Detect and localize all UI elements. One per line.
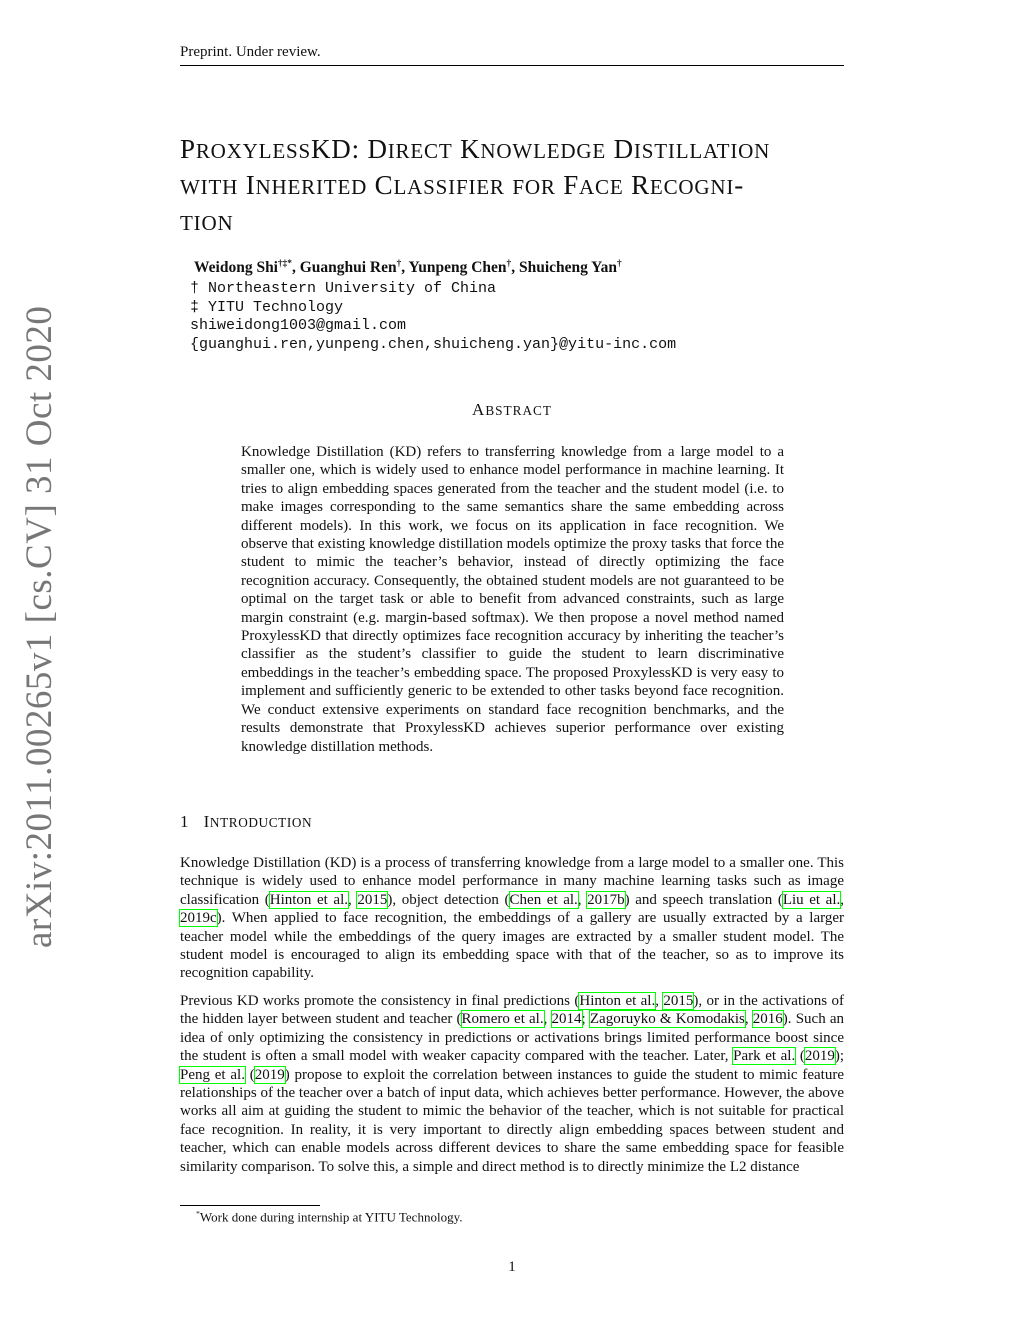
citation-year-link[interactable]: 2015 <box>357 891 388 908</box>
author-2: Guanghui Ren <box>299 259 397 277</box>
author-list: Weidong Shi†‡*, Guanghui Ren†, Yunpeng Chen†, Shuicheng Yan† <box>194 259 622 277</box>
abstract-body: Knowledge Distillation (KD) refers to transferring knowledge from a large model to a smaller one, which is widely used to enhance model performance in machine learning. It tries to align embedding spaces generated from the teacher and the student model (i.e. to make images corresponding to the same semantics share the same embedding across different models). In this work, we focus on its application in face recognition. We observe that existing knowledge distillation models optimize the proxy tasks that force the student to mimic the teacher’s behavior, instead of directly optimizing the face recognition accuracy. Consequently, the obtained student models are not guaranteed to be optimal on the target task or able to benefit from advanced constraints, such as large margin constraint (e.g. margin-based softmax). We then propose a novel method named ProxylessKD that directly optimizes face recognition accuracy by inheriting the teacher’s classifier as the student’s classifier to guide the student to learn discriminative embeddings in the teacher’s embedding space. The proposed ProxylessKD is very easy to implement and sufficiently generic to be extended to other tasks beyond face recognition. We conduct extensive experiments on standard face recognition benchmarks, and the results demonstrate that ProxylessKD achieves superior performance over existing knowledge distillation methods. <box>241 444 784 755</box>
running-header: Preprint. Under review. <box>180 44 321 60</box>
text-run: ; <box>581 1011 590 1028</box>
author-1: Weidong Shi <box>194 259 278 277</box>
footnote-mark: * <box>196 1209 200 1218</box>
text-run: Previous KD works promote the consistency in final predictions ( <box>180 993 580 1009</box>
citation-link[interactable]: Hinton et al. <box>269 891 348 908</box>
title-line-2: WITH INHERITED CLASSIFIER FOR FACE RECOGNI- <box>180 170 745 200</box>
affiliation-1: † Northeastern University of China <box>190 280 497 297</box>
author-3-mark: † <box>506 259 512 269</box>
text-run: ), or in the activations of the hidden layer between student and teacher ( <box>180 993 844 1028</box>
citation-link[interactable]: Park et al. <box>733 1048 796 1065</box>
affiliations <box>190 280 676 354</box>
text-run: propose to exploit the correlation between instances to guide the student to mimic feature relationships of the teacher over a batch of input data, which achieves better performance. However, the above works all aim at guiding the student to mimic the behavior of the teacher, which is not suitable for practical face recognition. In reality, it is very important to directly align embedding spaces between student and teacher, which can enable models across different devices to share the same embedding space for feasible similarity comparison. To solve this, a simple and direct method is to directly minimize the L2 distance <box>180 1066 845 1175</box>
author-4-mark: † <box>617 259 622 269</box>
title-line-1: PROXYLESSKD: DIRECT KNOWLEDGE DISTILLATION <box>180 134 771 164</box>
citation-link[interactable]: Romero et al. <box>461 1011 544 1028</box>
citation-year-link[interactable]: 2016 <box>752 1011 783 1028</box>
text-run: ), object detection ( <box>387 891 510 908</box>
citation-link[interactable]: Peng et al. <box>180 1066 245 1083</box>
footnote-text: Work done during internship at YITU Technology. <box>199 1209 463 1225</box>
author-2-mark: † <box>396 259 402 269</box>
citation-year-link[interactable]: 2019 <box>804 1048 835 1065</box>
footnote-rule <box>180 1205 320 1206</box>
citation-link[interactable]: Chen et al. <box>509 891 578 908</box>
citation-link[interactable]: Zagoruyko & Komodakis <box>589 1011 745 1028</box>
affiliation-2: ‡ YITU Technology <box>190 298 344 316</box>
paper-title <box>180 132 850 240</box>
citation-year-link[interactable]: 2017b <box>587 891 625 908</box>
citation-link[interactable]: Hinton et al. <box>579 993 656 1009</box>
citation-year-link[interactable]: 2019 <box>254 1066 285 1083</box>
page-number: 1 <box>508 1259 516 1275</box>
abstract-heading: ABSTRACT <box>472 400 552 419</box>
text-run: ) and speech translation ( <box>624 891 783 908</box>
citation-year-link[interactable]: 2015 <box>663 993 694 1009</box>
section-number: 1 <box>180 812 190 831</box>
author-1-marks: †‡* <box>278 259 292 269</box>
text-run: ). When applied to face recognition, the embeddings of a gallery are usually extracted by a larger teacher model while the embeddings of the query images are extracted by a smaller student model. The student model is encouraged to align its embedding space with that of the teacher, so as to improve its recognition capability. <box>180 910 844 982</box>
footnote <box>196 1209 462 1225</box>
citation-link[interactable]: Liu et al. <box>782 891 841 908</box>
arxiv-identifier[interactable]: arXiv:2011.00265v1 [cs.CV] 31 Oct 2020 <box>19 305 60 948</box>
header-rule <box>180 65 844 66</box>
author-3: Yunpeng Chen <box>408 259 507 277</box>
citation-year-link[interactable]: 2019c <box>180 910 217 927</box>
email-2: {guanghui.ren,yunpeng.chen,shuicheng.yan}@yitu-inc.com <box>190 335 677 353</box>
title-line-3: TION <box>180 211 234 235</box>
intro-paragraph-1: Knowledge Distillation (KD) is a process of transferring knowledge from a large model to a smaller one. This technique is widely used to enhance model performance in many machine learning tasks such as image classification (Hinton et al., 2015), object detection (Chen et al., 2017b) and speech translation (Liu et al., 2019c). When applied to face recognition, the embeddings of a gallery are usually extracted by a larger teacher model while the embeddings of the query images are extracted by a smaller student model. The student model is encouraged to align its embedding space with that of the teacher, so as to improve its recognition capability. <box>180 855 845 982</box>
citation-year-link[interactable]: 2014 <box>551 1011 582 1028</box>
intro-paragraph-2: Previous KD works promote the consistency in final predictions (Hinton et al., 2015), or in the activations of the hidden layer between student and teacher (Romero et al., 2014; Zagoruyko & Komodakis, 2016). Such an idea of only optimizing the consistency in predictions or activations brings limited performance boost since the student is often a small model with weaker capacity compared with the teacher. Later, Park et al. (2019); Peng et al. (2019) propose to exploit the correlation between instances to guide the student to mimic feature relationships of the teacher over a batch of input data, which achieves better performance. However, the above works all aim at guiding the student to mimic the behavior of the teacher, which is not suitable for practical face recognition. In reality, it is very important to directly align embedding spaces between student and teacher, which can enable models across different devices to share the same embedding space for feasible similarity comparison. To solve this, a simple and direct method is to directly minimize the L2 distance <box>180 993 845 1175</box>
author-4: Shuicheng Yan <box>518 259 618 277</box>
text-run: ; <box>839 1048 844 1065</box>
email-1: shiweidong1003@gmail.com <box>190 317 407 334</box>
section-heading-introduction: 1 INTRODUCTION <box>180 812 313 831</box>
text-run: Knowledge Distillation (KD) is a process of transferring knowledge from a large model to a smaller one. This technique is widely used to enhance model performance in many machine learning tasks such as image classification ( <box>180 855 844 908</box>
text-run: ). Such an idea of only optimizing the consistency in predictions or activations brings limited performance boost since the student is often a small model with weaker capacity compared with the teacher. Later, <box>180 1011 845 1065</box>
